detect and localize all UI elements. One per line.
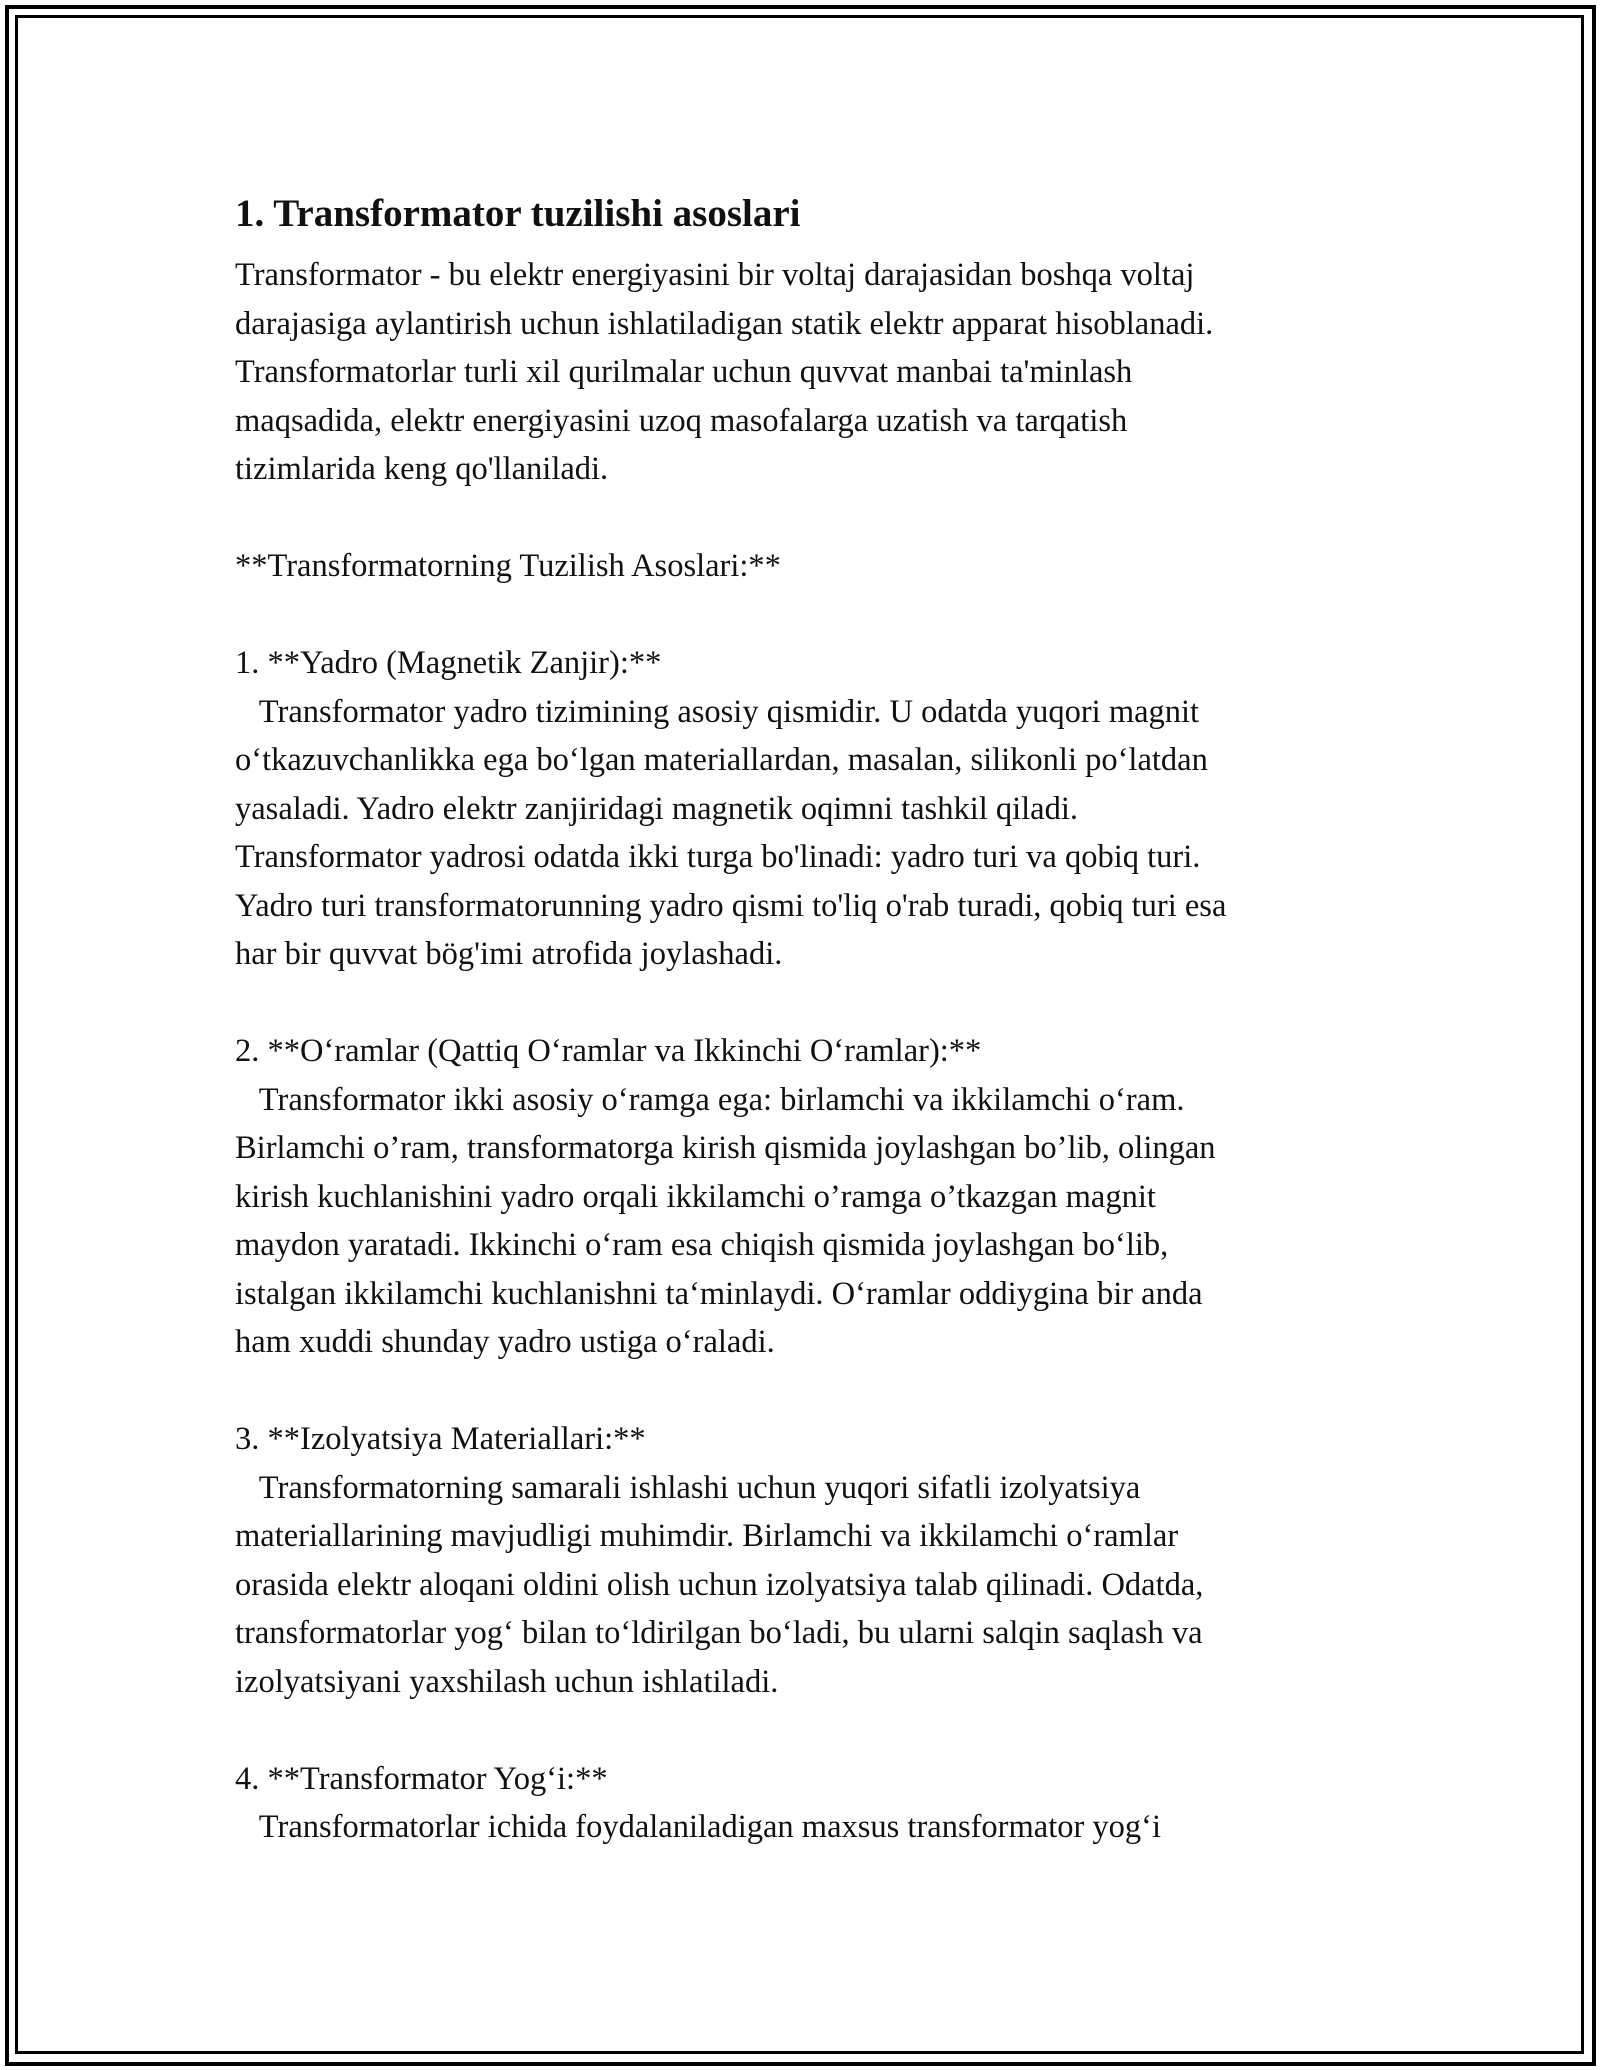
section-line: Transformator ikki asosiy o‘ramga ega: birlamchi va ikkilamchi o‘ram.: [235, 1081, 1185, 1118]
section-yog: [235, 1755, 1415, 1852]
section-line: istalgan ikkilamchi kuchlanishni ta‘minlaydi. O‘ramlar oddiygina bir anda: [235, 1275, 1203, 1312]
section-line: Yadro turi transformatorunning yadro qismi to'liq o'rab turadi, qobiq turi esa: [235, 887, 1227, 924]
section-title: 4. **Transformator Yog‘i:**: [235, 1760, 608, 1797]
section-line: yasaladi. Yadro elektr zanjiridagi magnetik oqimni tashkil qiladi.: [235, 790, 1079, 827]
document-body: [235, 183, 1415, 1852]
section-line: kirish kuchlanishini yadro orqali ikkilamchi o’ramga o’tkazgan magnit: [235, 1178, 1156, 1215]
section-line: Transformatorlar ichida foydalaniladigan maxsus transformator yog‘i: [235, 1809, 1162, 1845]
section-oramlar: [235, 1027, 1415, 1367]
section-line: har bir quvvat bög'imi atrofida joylashadi.: [235, 936, 783, 972]
section-line: Transformator yadrosi odatda ikki turga bo'linadi: yadro turi va qobiq turi.: [235, 839, 1201, 875]
section-line: Transformator yadro tizimining asosiy qismidir. U odatda yuqori magnit: [235, 693, 1200, 730]
section-izolyatsiya: [235, 1415, 1415, 1706]
intro-line: tizimlarida keng qo'llaniladi.: [235, 451, 609, 487]
blank-line: [235, 1367, 1415, 1416]
intro-paragraph: [235, 251, 1415, 494]
section-line: o‘tkazuvchanlikka ega bo‘lgan materiallardan, masalan, silikonli po‘latdan: [235, 742, 1208, 778]
blank-line: [235, 494, 1415, 543]
section-line: transformatorlar yog‘ bilan to‘ldirilgan bo‘ladi, bu ularni salqin saqlash va: [235, 1615, 1203, 1651]
section-title: 2. **O‘ramlar (Qattiq O‘ramlar va Ikkinchi O‘ramlar):**: [235, 1033, 982, 1069]
section-subheading: **Transformatorning Tuzilish Asoslari:**: [235, 548, 781, 584]
intro-line: Transformatorlar turli xil qurilmalar uchun quvvat manbai ta'minlash: [235, 354, 1133, 390]
section-line: ham xuddi shunday yadro ustiga o‘raladi.: [235, 1324, 775, 1360]
section-line: materiallarining mavjudligi muhimdir. Birlamchi va ikkilamchi o‘ramlar: [235, 1518, 1179, 1554]
section-title: 3. **Izolyatsiya Materiallari:**: [235, 1421, 646, 1457]
section-line: izolyatsiyani yaxshilash uchun ishlatiladi.: [235, 1663, 779, 1700]
section-title: 1. **Yadro (Magnetik Zanjir):**: [235, 645, 662, 681]
section-line: maydon yaratadi. Ikkinchi o‘ram esa chiqish qismida joylashgan bo‘lib,: [235, 1227, 1169, 1263]
blank-line: [235, 591, 1415, 640]
blank-line: [235, 1706, 1415, 1755]
section-line: orasida elektr aloqani oldini olish uchun izolyatsiya talab qilinadi. Odatda,: [235, 1566, 1204, 1603]
intro-line: darajasiga aylantirish uchun ishlatiladigan statik elektr apparat hisoblanadi.: [235, 305, 1214, 342]
section-line: Transformatorning samarali ishlashi uchun yuqori sifatli izolyatsiya: [235, 1469, 1141, 1506]
section-yadro: [235, 639, 1415, 979]
document-heading: 1. Transformator tuzilishi asoslari: [235, 192, 801, 235]
intro-line: Transformator - bu elektr energiyasini bir voltaj darajasidan boshqa voltaj: [235, 257, 1195, 293]
blank-line: [235, 979, 1415, 1028]
intro-line: maqsadida, elektr energiyasini uzoq masofalarga uzatish va tarqatish: [235, 402, 1128, 439]
section-line: Birlamchi o’ram, transformatorga kirish qismida joylashgan bo’lib, olingan: [235, 1130, 1216, 1166]
